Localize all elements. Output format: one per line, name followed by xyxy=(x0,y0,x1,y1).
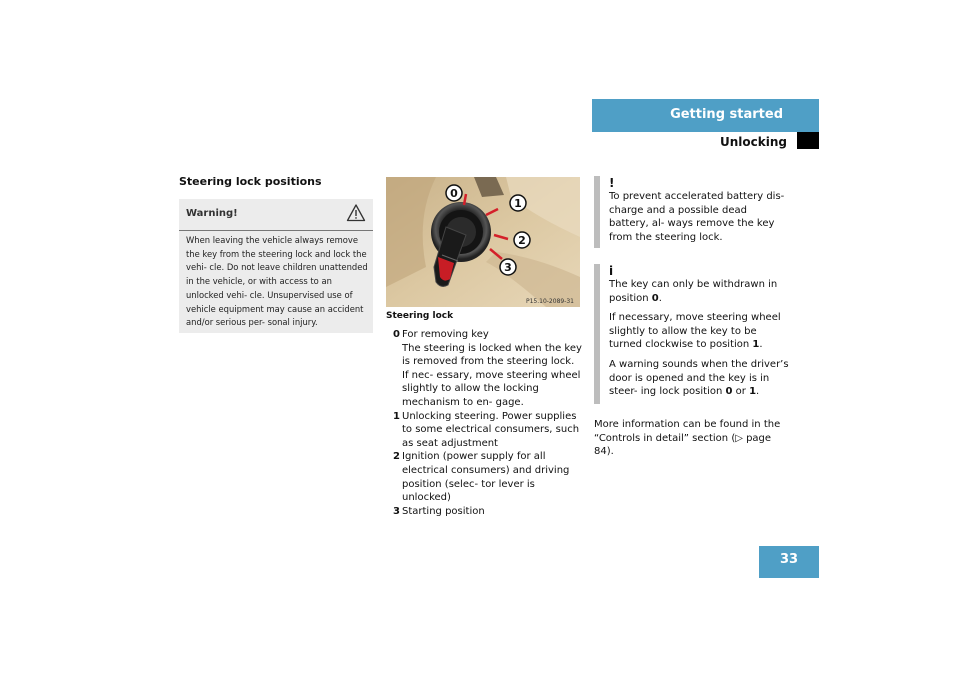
position-number: 3 xyxy=(393,505,400,517)
position-item xyxy=(393,328,583,410)
warning-triangle-icon xyxy=(346,203,366,223)
info-paragraph-2 xyxy=(609,311,789,352)
position-item xyxy=(393,450,583,504)
position-number: 2 xyxy=(393,451,400,463)
warning-heading: Warning! xyxy=(186,208,238,219)
marker-2: 2 xyxy=(518,234,526,247)
position-number: 0 xyxy=(393,329,400,340)
position-text-line: For removing key The steering is locked when the key is removed from the steering lock. If nec- essary, move steering wheel slightly to allow the locking mechanism to en- gage. xyxy=(402,329,582,408)
info-icon: i xyxy=(609,264,614,278)
position-item xyxy=(393,410,583,451)
info-text-mid: or xyxy=(732,386,750,398)
position-ref: 0 xyxy=(651,292,659,304)
steering-lock-illustration xyxy=(386,177,580,307)
info-text: If necessary, move steering wheel slightly to allow the key to be turned clockwise to position xyxy=(609,312,781,351)
steering-lock-photo xyxy=(386,177,580,307)
header-marker xyxy=(797,132,819,149)
caution-note xyxy=(594,176,794,248)
figure-code: P15.10-2089-31 xyxy=(525,298,574,305)
position-text xyxy=(402,328,583,410)
figure-caption: Steering lock xyxy=(386,311,454,321)
position-list xyxy=(393,328,583,518)
marker-1: 1 xyxy=(514,197,522,210)
header-title: Getting started xyxy=(670,107,783,122)
info-text-end: . xyxy=(756,386,760,398)
section-title: Steering lock positions xyxy=(179,175,322,188)
info-text: The key can only be withdrawn in position xyxy=(609,279,778,304)
position-item xyxy=(393,505,583,519)
info-text-end: . xyxy=(658,292,662,304)
info-note xyxy=(594,264,794,404)
caution-text: To prevent accelerated battery dis- charge and a possible dead battery, al- ways remove the key from the steering lock. xyxy=(609,191,785,243)
page-number-box xyxy=(759,546,819,578)
position-number: 1 xyxy=(393,410,400,422)
exclamation-icon: ! xyxy=(609,176,615,190)
info-paragraph-3 xyxy=(609,358,789,399)
header-subtitle: Unlocking xyxy=(720,135,787,149)
warning-divider xyxy=(179,230,373,231)
position-text: Ignition (power supply for all electrical consumers) and driving position (selec- tor lever is unlocked) xyxy=(402,451,570,504)
marker-3: 3 xyxy=(504,261,512,274)
info-text: A warning sounds when the driver’s door is opened and the key is in steer- ing lock position xyxy=(609,358,789,398)
warning-box xyxy=(179,199,373,333)
note-bar xyxy=(594,176,600,248)
position-ref: 1 xyxy=(749,386,757,398)
position-ref: 1 xyxy=(752,339,760,351)
position-ref: 0 xyxy=(725,386,733,398)
info-paragraph-1 xyxy=(609,278,789,305)
page-number: 33 xyxy=(779,552,799,567)
warning-text: When leaving the vehicle always remove the key from the steering lock and lock the vehi- cle. Do not leave children unattended in the vehicle, or with access to an unlocked vehi- cle. Unsupervised use of vehicle equipment may cause an accident and/or serious per- sonal injury. xyxy=(186,235,368,328)
info-text-end: . xyxy=(759,339,763,351)
note-bar xyxy=(594,264,600,404)
position-text: Unlocking steering. Power supplies to some electrical consumers, such as seat adjustment xyxy=(402,410,580,449)
position-text: Starting position xyxy=(402,505,485,517)
header-bar xyxy=(592,99,819,132)
more-info-text: More information can be found in the “Controls in detail” section (▷ page 84). xyxy=(594,419,781,458)
marker-0: 0 xyxy=(450,187,458,200)
